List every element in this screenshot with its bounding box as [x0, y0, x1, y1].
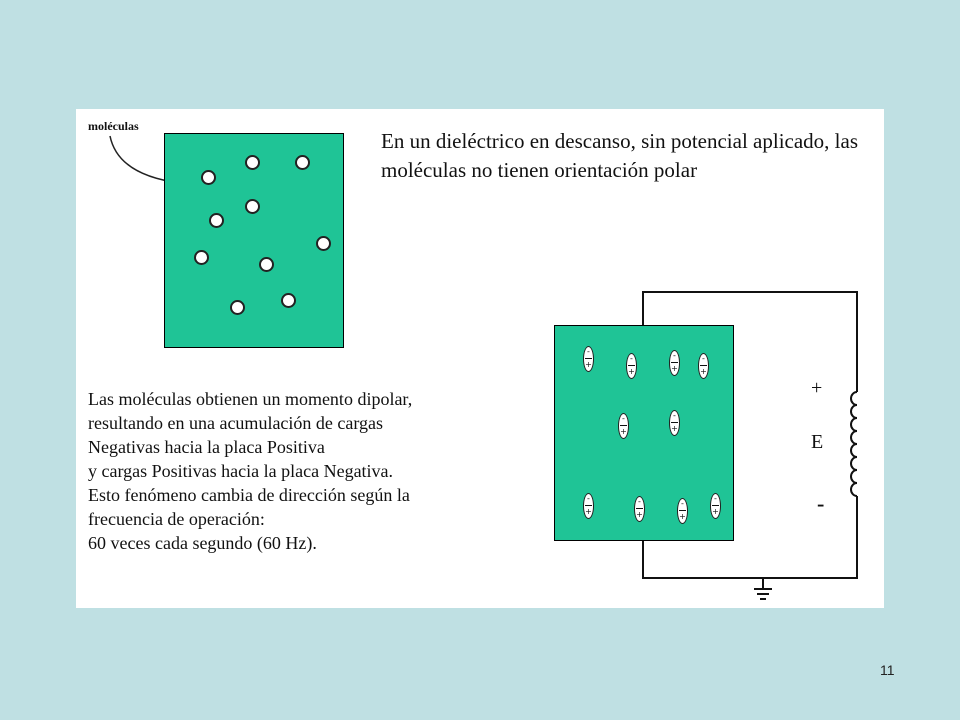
- molecule: [209, 213, 224, 228]
- description-line: Negativas hacia la placa Positiva: [88, 437, 325, 457]
- polarization-description: [88, 387, 558, 555]
- molecule: [230, 300, 245, 315]
- source-minus-label: -: [817, 491, 825, 516]
- description-line: resultando en una acumulación de cargas: [88, 413, 384, 433]
- dipole-molecule: - +: [634, 496, 645, 522]
- molecule: [245, 199, 260, 214]
- dipole-molecule: - +: [626, 353, 637, 379]
- dipole-molecule: - +: [618, 413, 629, 439]
- molecule: [281, 293, 296, 308]
- rest-description: En un dieléctrico en descanso, sin potencial aplicado, las moléculas no tienen orientación polar: [381, 129, 859, 182]
- molecule: [201, 170, 216, 185]
- dipole-molecule: - +: [583, 493, 594, 519]
- dipole-molecule: - +: [669, 350, 680, 376]
- molecule: [316, 236, 331, 251]
- dielectric-polarized: [554, 325, 734, 541]
- description-line: frecuencia de operación:: [88, 509, 265, 529]
- dipole-molecule: - +: [698, 353, 709, 379]
- ground-symbol: [754, 578, 772, 599]
- description-line: Esto fenómeno cambia de dirección según la: [88, 485, 410, 505]
- description-line: 60 veces cada segundo (60 Hz).: [88, 533, 317, 553]
- dipole-molecule: - +: [669, 410, 680, 436]
- diagram-panel: [76, 109, 884, 608]
- molecules-label: moléculas: [88, 119, 139, 133]
- page-number: 11: [880, 662, 895, 678]
- source-plus-label: +: [811, 377, 823, 399]
- molecule: [194, 250, 209, 265]
- dipole-molecule: - +: [710, 493, 721, 519]
- molecule: [259, 257, 274, 272]
- molecule: [245, 155, 260, 170]
- inductor-coil: [851, 392, 857, 496]
- molecule: [295, 155, 310, 170]
- source-e-label: E: [811, 431, 824, 453]
- dipole-molecule: - +: [583, 346, 594, 372]
- dielectric-at-rest: [164, 133, 344, 348]
- dipole-molecule: - +: [677, 498, 688, 524]
- description-line: Las moléculas obtienen un momento dipolar,: [88, 389, 413, 409]
- description-line: y cargas Positivas hacia la placa Negativa.: [88, 461, 394, 481]
